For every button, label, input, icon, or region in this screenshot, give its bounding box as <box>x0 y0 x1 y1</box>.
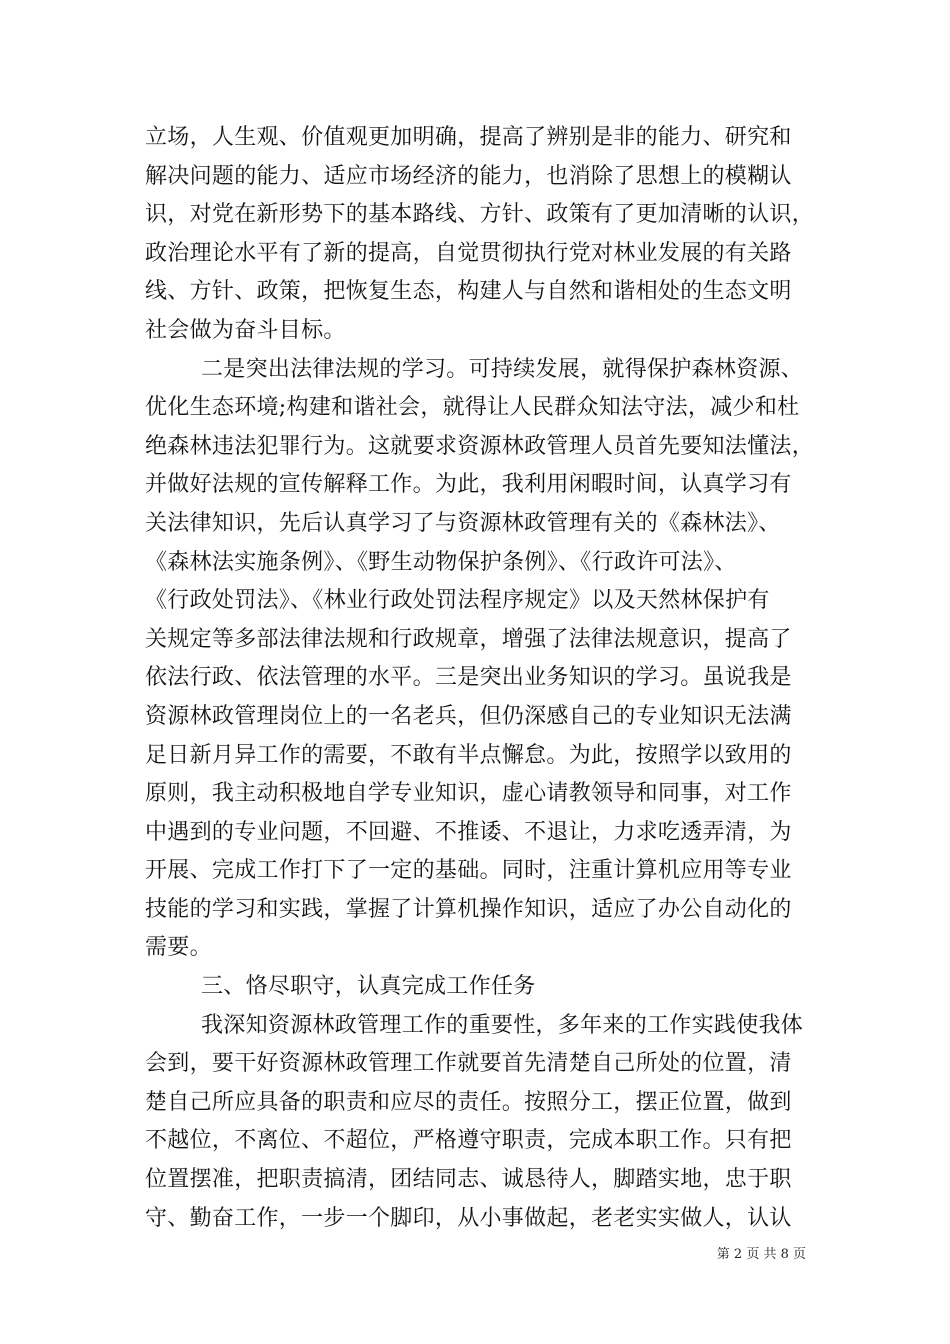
text-line: 解决问题的能力、适应市场经济的能力，也消除了思想上的模糊认 <box>145 163 792 189</box>
body-text <box>145 119 815 1238</box>
text-line: 原则，我主动积极地自学专业知识，虚心请教领导和同事，对工作 <box>145 781 792 807</box>
text-line: 依法行政、依法管理的水平。三是突出业务知识的学习。虽说我是 <box>145 665 792 691</box>
text-line: 足日新月异工作的需要，不敢有半点懈怠。为此，按照学以致用的 <box>145 742 792 768</box>
paragraph-start-line: 二是突出法律法规的学习。可持续发展，就得保护森林资源、 <box>201 356 804 382</box>
text-line: 位置摆准，把职责搞清，团结同志、诚恳待人，脚踏实地，忠于职 <box>145 1167 792 1193</box>
text-line: 绝森林违法犯罪行为。这就要求资源林政管理人员首先要知法懂法， <box>145 433 815 459</box>
text-line: 立场，人生观、价值观更加明确，提高了辨别是非的能力、研究和 <box>145 125 792 150</box>
text-line: 政治理论水平有了新的提高，自觉贯彻执行党对林业发展的有关路 <box>145 240 792 266</box>
text-line: 不越位，不离位、不超位，严格遵守职责，完成本职工作。只有把 <box>145 1128 792 1154</box>
text-line: 《行政处罚法》、《林业行政处罚法程序规定》以及天然林保护有 <box>145 588 770 614</box>
text-line: 会到，要干好资源林政管理工作就要首先清楚自己所处的位置，清 <box>145 1051 792 1077</box>
text-line: 识，对党在新形势下的基本路线、方针、政策有了更加清晰的认识， <box>145 202 815 228</box>
text-line: 社会做为奋斗目标。 <box>145 317 346 343</box>
text-line: 线、方针、政策，把恢复生态，构建人与自然和谐相处的生态文明 <box>145 279 792 305</box>
text-line: 楚自己所应具备的职责和应尽的责任。按照分工，摆正位置，做到 <box>145 1089 792 1115</box>
text-line: 关规定等多部法律法规和行政规章，增强了法律法规意识，提高了 <box>145 626 792 652</box>
page-number: 第 2 页 共 8 页 <box>716 1247 806 1262</box>
text-line: 资源林政管理岗位上的一名老兵，但仍深感自己的专业知识无法满 <box>145 703 792 729</box>
text-line: 关法律知识，先后认真学习了与资源林政管理有关的《森林法》、 <box>145 510 781 536</box>
paragraph-start-line: 我深知资源林政管理工作的重要性，多年来的工作实践使我体 <box>201 1012 804 1038</box>
text-line: 中遇到的专业问题，不回避、不推诿、不退让，力求吃透弄清，为 <box>145 819 792 845</box>
text-line: 《森林法实施条例》、《野生动物保护条例》、《行政许可法》、 <box>145 549 737 575</box>
section-heading: 三、恪尽职守，认真完成工作任务 <box>201 974 536 1000</box>
text-line: 并做好法规的宣传解释工作。为此，我利用闲暇时间，认真学习有 <box>145 472 792 498</box>
text-line: 守、勤奋工作，一步一个脚印，从小事做起，老老实实做人，认认 <box>145 1205 792 1231</box>
text-line: 优化生态环境;构建和谐社会，就得让人民群众知法守法，减少和杜 <box>145 395 800 421</box>
text-line: 技能的学习和实践，掌握了计算机操作知识，适应了办公自动化的 <box>145 896 792 922</box>
text-line: 开展、完成工作打下了一定的基础。同时，注重计算机应用等专业 <box>145 858 792 884</box>
text-line: 需要。 <box>145 935 212 961</box>
